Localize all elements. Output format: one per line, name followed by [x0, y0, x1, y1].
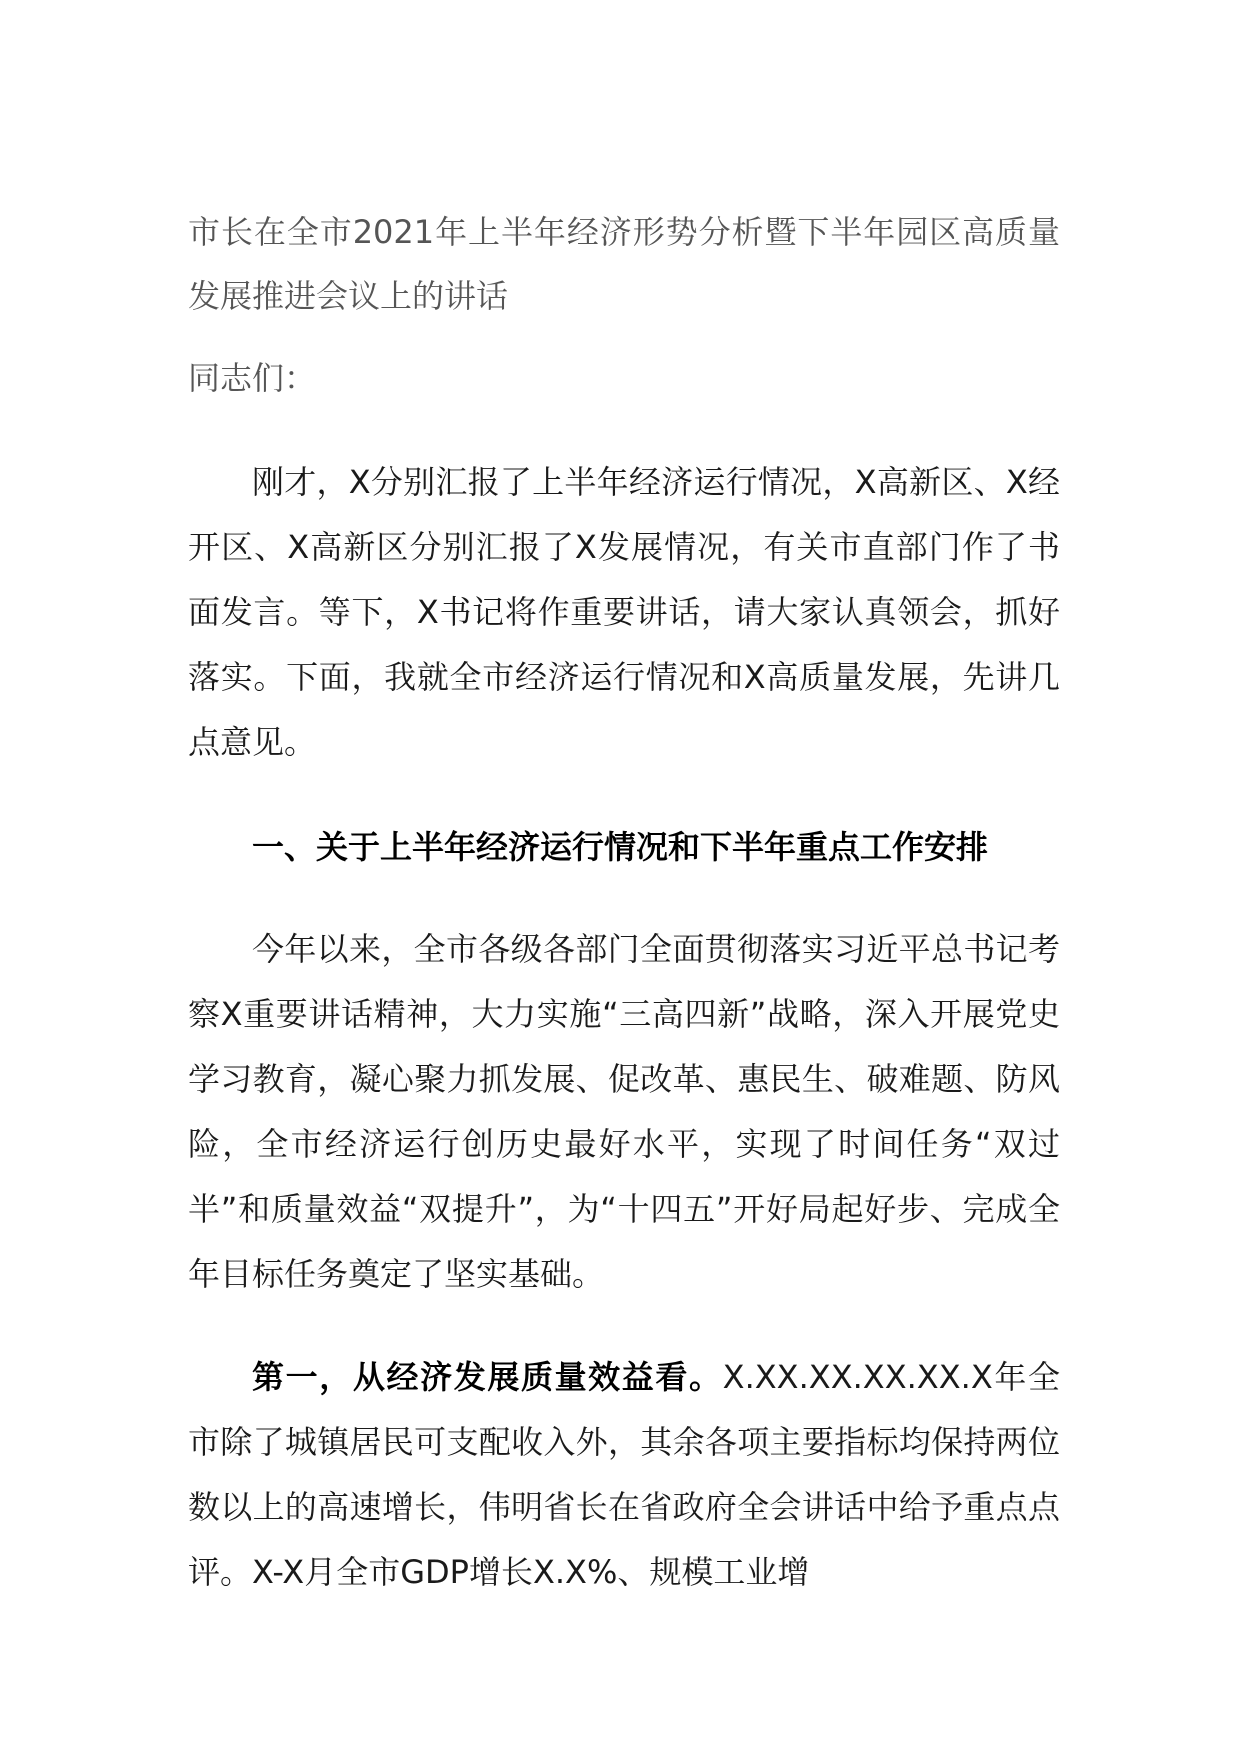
section-heading-1: 一、关于上半年经济运行情况和下半年重点工作安排 [252, 828, 989, 866]
point-1-text: X.XX.XX.XX.XX.X年全市除了城镇居民可支配收入外，其余各项主要指标均保持两位数以上的高速增长，伟明省长在省政府全会讲话中给予重点点评。X-X月全市GDP增长X.X%、规模工业增 [188, 1358, 1060, 1591]
document-title: 市长在全市2021年上半年经济形势分析暨下半年园区高质量发展推进会议上的讲话 [188, 213, 1060, 315]
section-1-paragraph: 今年以来，全市各级各部门全面贯彻落实习近平总书记考察X重要讲话精神，大力实施“三高四新”战略，深入开展党史学习教育，凝心聚力抓发展、促改革、惠民生、破难题、防风险，全市经济运行创历史最好水平，实现了时间任务“双过半”和质量效益“双提升”，为“十四五”开好局起好步、完成全年目标任务奠定了坚实基础。 [188, 930, 1060, 1293]
intro-paragraph: 刚才，X分别汇报了上半年经济运行情况，X高新区、X经开区、X高新区分别汇报了X发展情况，有关市直部门作了书面发言。等下，X书记将作重要讲话，请大家认真领会，抓好落实。下面，我就全市经济运行情况和X高质量发展，先讲几点意见。 [188, 463, 1060, 761]
salutation: 同志们： [188, 359, 317, 397]
point-1-paragraph [188, 1345, 1060, 1605]
document-page [188, 200, 1060, 1605]
point-1-lead: 第一，从经济发展质量效益看。 [252, 1358, 723, 1396]
